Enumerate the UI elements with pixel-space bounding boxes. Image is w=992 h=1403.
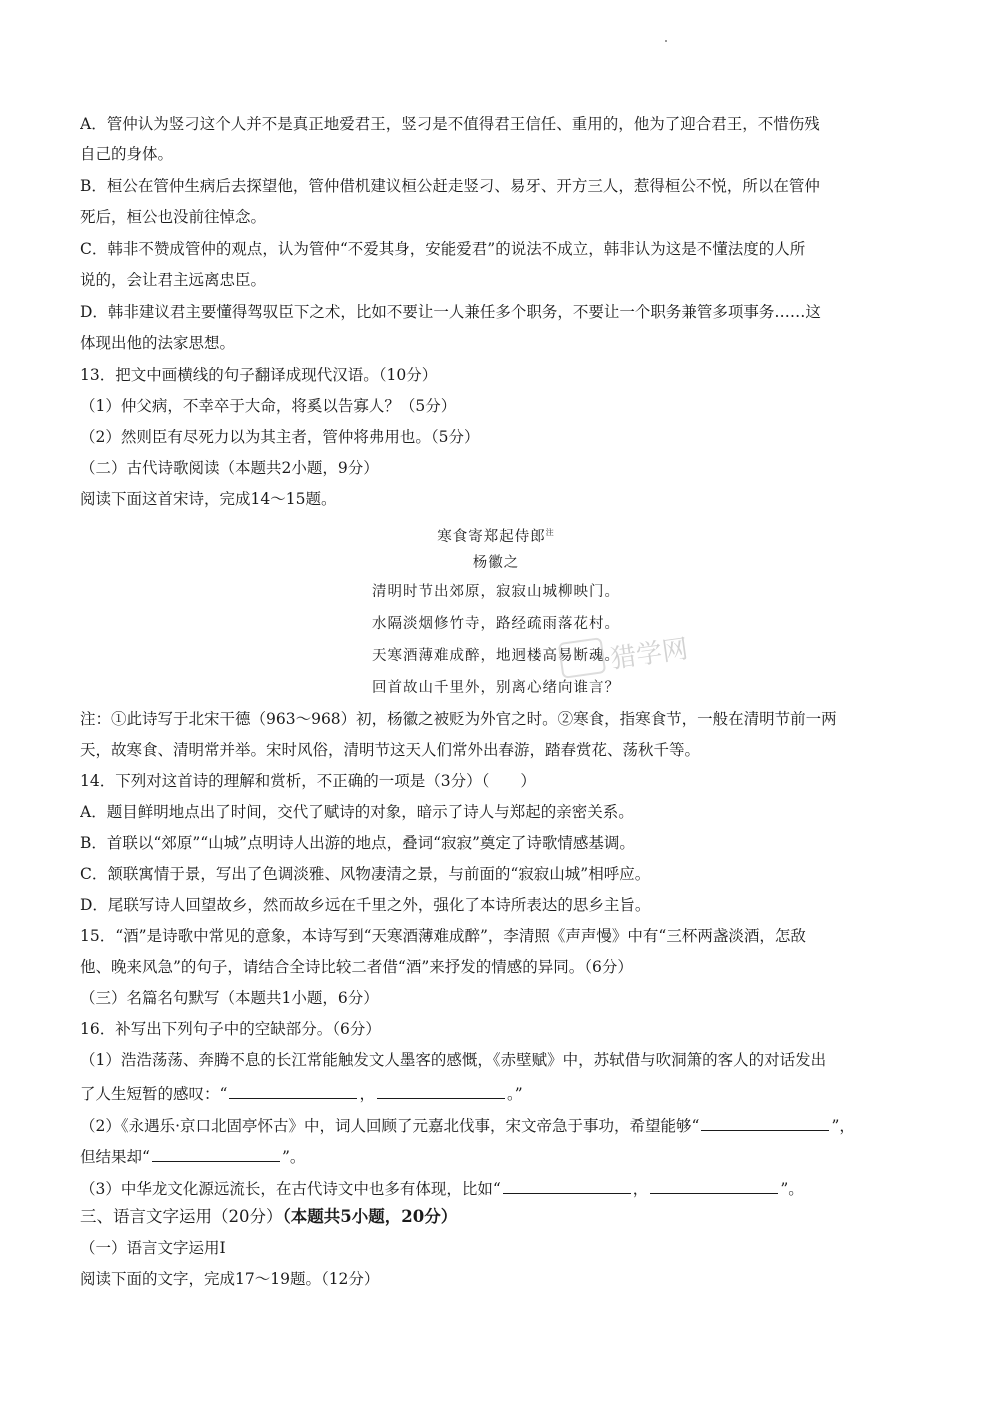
fill-2b-prefix: 但结果却“ [80,1148,150,1166]
question-16-part-2-line-2 [80,1143,912,1168]
option-b-line-2: 死后，桓公也没前往悼念。 [80,208,267,226]
poem-verse-1: 清明时节出郊原，寂寂山城柳映门。 [372,584,620,600]
question-16-part-1-line-1: （1）浩浩荡荡、奔腾不息的长江常能触发文人墨客的感慨，《赤壁赋》中，苏轼借与吹洞箫的客人的对话发出 [80,1051,827,1069]
section-3-instruction: 阅读下面的文字，完成17～19题。（12分） [80,1270,380,1288]
section-3-heading [80,1206,912,1228]
poem-note-line-1: 注：①此诗写于北宋干德（963～968）初，杨徽之被贬为外官之时。②寒食，指寒食节，一般在清明节前一两 [80,710,837,728]
poetry-instruction: 阅读下面这首宋诗，完成14～15题。 [80,490,337,508]
fill-2b-suffix: ”。 [281,1148,306,1166]
fill-1-prefix: 了人生短暂的感叹：“ [80,1085,228,1103]
section-recitation-heading: （三）名篇名句默写（本题共1小题，6分） [80,989,379,1007]
question-13: 13．把文中画横线的句子翻译成现代汉语。（10分） [80,366,438,384]
question-16: 16．补写出下列句子中的空缺部分。（6分） [80,1020,381,1038]
question-14: 14．下列对这首诗的理解和赏析，不正确的一项是（3分）（ ） [80,772,536,790]
fill-2-prefix: （2）《永遇乐·京口北固亭怀古》中，词人回顾了元嘉北伐事，宋文帝急于事功，希望能够“ [80,1117,700,1135]
answer-blank-6[interactable] [650,1175,778,1194]
answer-blank-3[interactable] [701,1112,829,1131]
section-3-heading-main: 三、语言文字运用（20分） [80,1207,283,1226]
poem-title-text: 寒食寄郑起侍郎 [437,528,546,545]
question-14-option-d: D．尾联写诗人回望故乡，然而故乡远在千里之外，强化了本诗所表达的思乡主旨。 [80,896,651,914]
poem-verse-2: 水隔淡烟修竹寺，路经疏雨落花村。 [372,616,620,632]
option-a-line-2: 自己的身体。 [80,145,174,163]
scan-speck [665,40,667,42]
option-d-line-1: D．韩非建议君主要懂得驾驭臣下之术，比如不要让一人兼任多个职务，不要让一个职务兼管多项事务……这 [80,303,821,321]
poem-title-note-mark: 注 [545,528,555,537]
answer-blank-4[interactable] [152,1143,280,1162]
section-poetry-heading: （二）古代诗歌阅读（本题共2小题，9分） [80,459,379,477]
option-a-line-1: A．管仲认为竖刁这个人并不是真正地爱君王，竖刁是不值得君王信任、重用的，他为了迎合君王，不惜伤残 [80,115,820,133]
poem-author: 杨徽之 [472,555,520,571]
fill-1-suffix: 。” [506,1085,523,1103]
poem-note-line-2: 天，故寒食、清明常并举。宋时风俗，清明节这天人们常外出春游，踏春赏花、荡秋千等。 [80,741,701,759]
poem-verse-4: 回首故山千里外，别离心绪向谁言？ [372,680,620,696]
answer-blank-1[interactable] [229,1080,357,1099]
poem-title [0,522,992,548]
question-16-part-3 [80,1175,912,1200]
fill-3-prefix: （3）中华龙文化源远流长，在古代诗文中也多有体现，比如“ [80,1180,501,1198]
poem-verse-3: 天寒酒薄难成醉，地迥楼高易断魂。 [372,648,620,664]
section-3-heading-detail: （本题共5小题，20分） [282,1207,458,1226]
question-16-part-1-line-2 [80,1080,912,1105]
answer-blank-5[interactable] [503,1175,631,1194]
fill-2-suffix: ”， [831,1117,855,1135]
question-14-option-c: C．颔联寓情于景，写出了色调淡雅、风物凄清之景，与前面的“寂寂山城”相呼应。 [80,865,651,883]
fill-1-sep: ， [359,1085,375,1103]
option-d-line-2: 体现出他的法家思想。 [80,334,236,352]
answer-blank-2[interactable] [377,1080,505,1099]
fill-3-sep: ， [632,1180,649,1198]
watermark-text: 猎学网 [608,633,690,674]
option-c-line-2: 说的，会让君主远离忠臣。 [80,271,267,289]
question-14-option-a: A．题目鲜明地点出了时间，交代了赋诗的对象，暗示了诗人与郑起的亲密关系。 [80,803,634,821]
fill-3-suffix: ”。 [780,1180,804,1198]
question-14-option-b: B．首联以“郊原”“山城”点明诗人出游的地点，叠词“寂寂”奠定了诗歌情感基调。 [80,834,635,852]
question-15-line-2: 他、晚来风急”的句子，请结合全诗比较二者借“酒”来抒发的情感的异同。（6分） [80,958,633,976]
question-13-part-1: （1）仲父病，不幸卒于大命，将奚以告寡人？（5分） [80,397,457,415]
option-c-line-1: C．韩非不赞成管仲的观点，认为管仲“不爱其身，安能爱君”的说法不成立，韩非认为这是不懂法度的人所 [80,240,806,258]
question-15-line-1: 15．“酒”是诗歌中常见的意象，本诗写到“天寒酒薄难成醉”，李清照《声声慢》中有“三杯两盏淡酒，怎敌 [80,927,806,945]
section-3-subheading: （一）语言文字运用Ⅰ [80,1239,226,1257]
option-b-line-1: B．桓公在管仲生病后去探望他，管仲借机建议桓公赶走竖刁、易牙、开方三人，惹得桓公不悦，所以在管仲 [80,177,820,195]
question-16-part-2-line-1 [80,1112,912,1137]
question-13-part-2: （2）然则臣有尽死力以为其主者，管仲将弗用也。（5分） [80,428,480,446]
